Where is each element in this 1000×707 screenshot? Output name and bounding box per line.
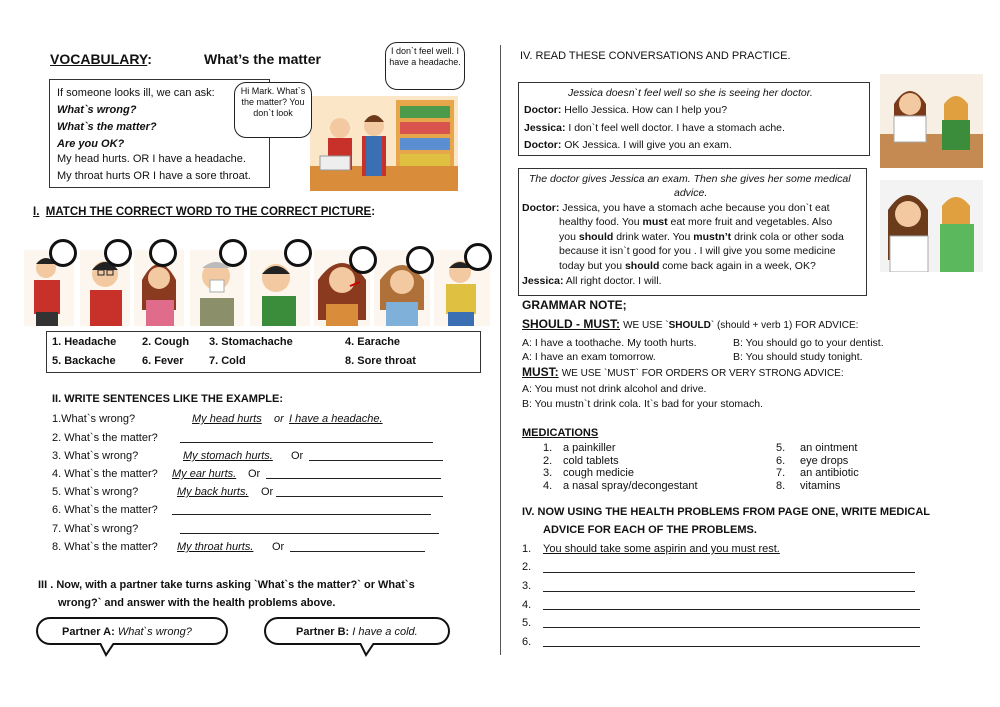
word-6: 6. Fever <box>142 355 184 367</box>
partner-b-tail <box>360 643 380 657</box>
section2-heading: II. WRITE SENTENCES LIKE THE EXAMPLE: <box>52 393 284 405</box>
answer-circle-2[interactable] <box>104 239 132 267</box>
answer-circle-8[interactable] <box>464 243 492 271</box>
partner-a-tail <box>100 643 120 657</box>
advice-num-4: 4. <box>522 599 532 611</box>
answer-circle-7[interactable] <box>406 246 434 274</box>
conv1-intro: Jessica doesn`t feel well so she is seeing her doctor. <box>568 87 813 99</box>
section4-heading: IV. READ THESE CONVERSATIONS AND PRACTICE. <box>520 50 791 62</box>
advice-num-3: 3. <box>522 580 532 592</box>
vocab-question-2: What`s the matter? <box>57 121 157 133</box>
s2-row4-prefix: 4. What`s the matter? <box>52 468 158 480</box>
grammar-title: GRAMMAR NOTE; <box>522 298 627 312</box>
s2-row5-answer: My back hurts. <box>177 486 249 498</box>
section4b-title-1: IV. NOW USING THE HEALTH PROBLEMS FROM PAGE ONE, WRITE MEDICAL <box>522 506 931 518</box>
s2-row2-prefix: 2. What`s the matter? <box>52 432 158 444</box>
word-7: 7. Cold <box>209 355 246 367</box>
conv2-doctor-4: because it isn`t good for you . I will give you some medicine <box>559 245 836 257</box>
word-1: 1. Headache <box>52 336 117 348</box>
answer-circle-3[interactable] <box>149 239 177 267</box>
s2-row1-prefix: 1.What`s wrong? <box>52 413 136 425</box>
advice-line-2[interactable] <box>543 572 915 573</box>
advice-line-4[interactable] <box>543 609 920 610</box>
section1-heading: I. MATCH THE CORRECT WORD TO THE CORRECT PICTURE: <box>33 206 376 218</box>
vocabulary-heading: VOCABULARY: <box>50 51 152 67</box>
speech-bubble-left: Hi Mark. What`s the matter? You don`t look <box>234 82 312 138</box>
s2-row4-answer: My ear hurts. <box>172 468 237 480</box>
grammar-ex1a: A: I have a toothache. My tooth hurts. <box>522 337 697 349</box>
grammar-ex2a: A: I have an exam tomorrow. <box>522 351 656 363</box>
advice-line-5[interactable] <box>543 627 920 628</box>
s2-row5-or: Or <box>261 486 274 498</box>
s2-row6-line[interactable] <box>172 514 431 515</box>
answer-circle-1[interactable] <box>49 239 77 267</box>
word-5: 5. Backache <box>52 355 116 367</box>
doctor-picture-1 <box>880 74 983 168</box>
advice-line-3[interactable] <box>543 591 915 592</box>
s2-row7-line[interactable] <box>180 533 439 534</box>
conv2-doctor-5: today but you should come back again in a week, OK? <box>559 260 816 272</box>
vocab-intro: If someone looks ill, we can ask: <box>57 87 215 99</box>
s2-row8-prefix: 8. What`s the matter? <box>52 541 158 553</box>
conv2-intro-2: advice. <box>674 187 708 199</box>
s2-row3-or: Or <box>291 450 304 462</box>
answer-circle-6[interactable] <box>349 246 377 274</box>
s2-row6-prefix: 6. What`s the matter? <box>52 504 158 516</box>
s2-row8-line[interactable] <box>290 551 425 552</box>
advice-num-1: 1. <box>522 543 532 555</box>
advice-num-5: 5. <box>522 617 532 629</box>
s2-row8-answer: My throat hurts. <box>177 541 254 553</box>
s2-row1-answer: My head hurts <box>192 413 262 425</box>
doctor-picture-2 <box>880 180 983 272</box>
answer-circle-4[interactable] <box>219 239 247 267</box>
pharmacy-illustration <box>310 96 458 191</box>
medications-left-list: 1. a painkiller 2. cold tablets 3. cough medicie 4. a nasal spray/decongestant <box>543 442 698 492</box>
medications-right-list: 5. an ointment 6. eye drops 7. an antibiotic 8. vitamins <box>776 442 859 492</box>
vocab-question-1: What`s wrong? <box>57 104 137 116</box>
s2-row1-alt: I have a headache. <box>289 413 383 425</box>
vocab-answer-1: My head hurts. OR I have a headache. <box>57 153 246 165</box>
answer-circle-5[interactable] <box>284 239 312 267</box>
section4b-title-2: ADVICE FOR EACH OF THE PROBLEMS. <box>543 524 757 536</box>
grammar-ex1b: B: You should go to your dentist. <box>733 337 884 349</box>
must-heading: MUST: WE USE `MUST` FOR ORDERS OR VERY STRONG ADVICE: <box>522 365 844 379</box>
s2-row3-prefix: 3. What`s wrong? <box>52 450 139 462</box>
s2-row5-prefix: 5. What`s wrong? <box>52 486 139 498</box>
word-4: 4. Earache <box>345 336 401 348</box>
grammar-ex3: A: You must not drink alcohol and drive. <box>522 383 707 395</box>
advice-num-2: 2. <box>522 561 532 573</box>
s2-row3-line[interactable] <box>309 460 443 461</box>
word-3: 3. Stomachache <box>209 336 293 348</box>
s2-row2-line[interactable] <box>180 442 433 443</box>
section3-line1: III . Now, with a partner take turns asking `What`s the matter?` or What`s <box>38 579 415 591</box>
medications-title: MEDICATIONS <box>522 427 599 439</box>
partner-b-bubble: Partner B: I have a cold. <box>264 617 450 645</box>
s2-row4-line[interactable] <box>266 478 441 479</box>
grammar-ex2b: B: You should study tonight. <box>733 351 863 363</box>
s2-row8-or: Or <box>272 541 285 553</box>
partner-a-bubble: Partner A: What`s wrong? <box>36 617 228 645</box>
advice-line-6[interactable] <box>543 646 920 647</box>
conv2-doctor-1: Doctor: Jessica, you have a stomach ache because you don`t eat <box>522 202 830 214</box>
conv1-line2: Jessica: I don`t feel well doctor. I have a stomach ache. <box>524 122 785 134</box>
conv1-line1: Doctor: Hello Jessica. How can I help you? <box>524 104 728 116</box>
advice-num-6: 6. <box>522 636 532 648</box>
page-title: What’s the matter <box>204 51 321 67</box>
section3-line2: wrong?` and answer with the health problems above. <box>58 597 336 609</box>
conv1-line3: Doctor: OK Jessica. I will give you an exam. <box>524 139 732 151</box>
grammar-ex4: B: You mustn`t drink cola. It`s bad for your stomach. <box>522 398 764 410</box>
s2-row3-answer: My stomach hurts. <box>183 450 273 462</box>
conv2-jessica: Jessica: All right doctor. I will. <box>522 275 662 287</box>
conv2-intro-1: The doctor gives Jessica an exam. Then she gives her some medical <box>529 173 851 185</box>
should-must-heading: SHOULD - MUST: WE USE `SHOULD` (should + verb 1) FOR ADVICE: <box>522 317 859 331</box>
s2-row4-or: Or <box>248 468 261 480</box>
conv2-doctor-2: healthy food. You must eat more fruit and vegetables. Also <box>559 216 833 228</box>
word-2: 2. Cough <box>142 336 190 348</box>
word-8: 8. Sore throat <box>345 355 416 367</box>
s2-row7-prefix: 7. What`s wrong? <box>52 523 139 535</box>
speech-bubble-right: I don`t feel well. I have a headache. <box>385 42 465 90</box>
vocab-question-3: Are you OK? <box>57 138 125 150</box>
page-divider <box>500 45 501 655</box>
vocab-answer-2: My throat hurts OR I have a sore throat. <box>57 170 251 182</box>
s2-row5-line[interactable] <box>276 496 443 497</box>
conv2-doctor-3: you should drink water. You mustn’t drink cola or other soda <box>559 231 844 243</box>
advice-example: You should take some aspirin and you must rest. <box>543 543 780 555</box>
s2-row1-or: or <box>274 413 284 425</box>
